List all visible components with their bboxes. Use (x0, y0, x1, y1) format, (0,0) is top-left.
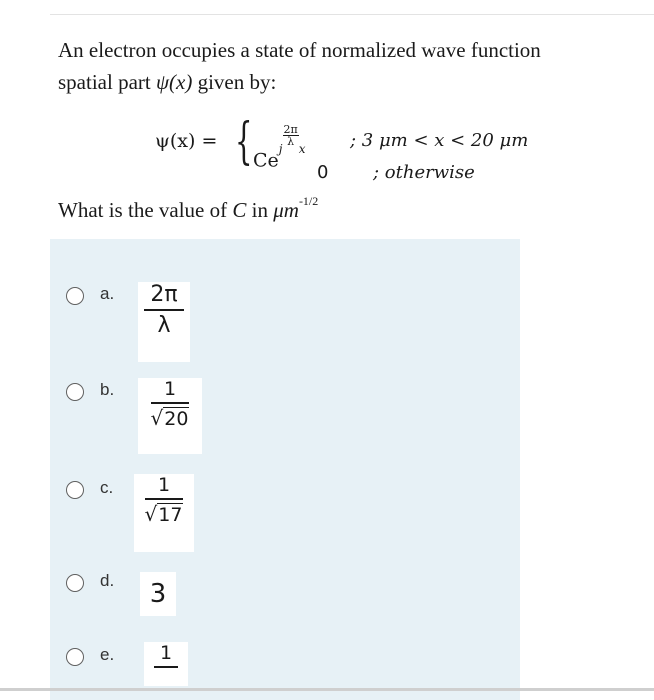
option-c-answer: $\frac{1}{√17}$ (134, 474, 194, 552)
option-c-letter: c. (100, 478, 114, 497)
option-a-answer: $\frac{2\pi}{\lambda}$ (138, 282, 190, 362)
question-line-1: An electron occupies a state of normalized wave function (58, 38, 541, 62)
equation-case-1-condition: ; 3 μm < x < 20 μm (350, 130, 529, 151)
option-b-radio[interactable] (66, 383, 84, 401)
option-e-radio[interactable] (66, 648, 84, 666)
piecewise-brace: { (235, 112, 253, 170)
equation-case-1: $Ce^{j \frac{2\pi}{\lambda} x}$ (253, 123, 306, 172)
option-d-letter: d. (100, 571, 115, 590)
question-text (58, 34, 648, 98)
option-a-radio[interactable] (66, 287, 84, 305)
equation-lhs: ψ(x) = (155, 130, 218, 152)
option-e-answer: 1 (144, 642, 188, 686)
question-prompt: What is the value of C in $\mu m^{-1/2}$ (58, 194, 319, 222)
equation-case-2-condition: ; otherwise (373, 162, 475, 183)
option-e-letter: e. (100, 645, 115, 664)
equation-case-2: 0 (317, 162, 329, 183)
option-c-radio[interactable] (66, 481, 84, 499)
option-a-letter: a. (100, 284, 115, 303)
option-d-radio[interactable] (66, 574, 84, 592)
option-b-answer: $\frac{1}{√20}$ (138, 378, 202, 454)
bottom-divider (0, 688, 654, 691)
option-d-answer: 3 (140, 572, 176, 616)
option-b-letter: b. (100, 380, 115, 399)
question-line-2: spatial part ψ(x) given by: (58, 70, 277, 94)
